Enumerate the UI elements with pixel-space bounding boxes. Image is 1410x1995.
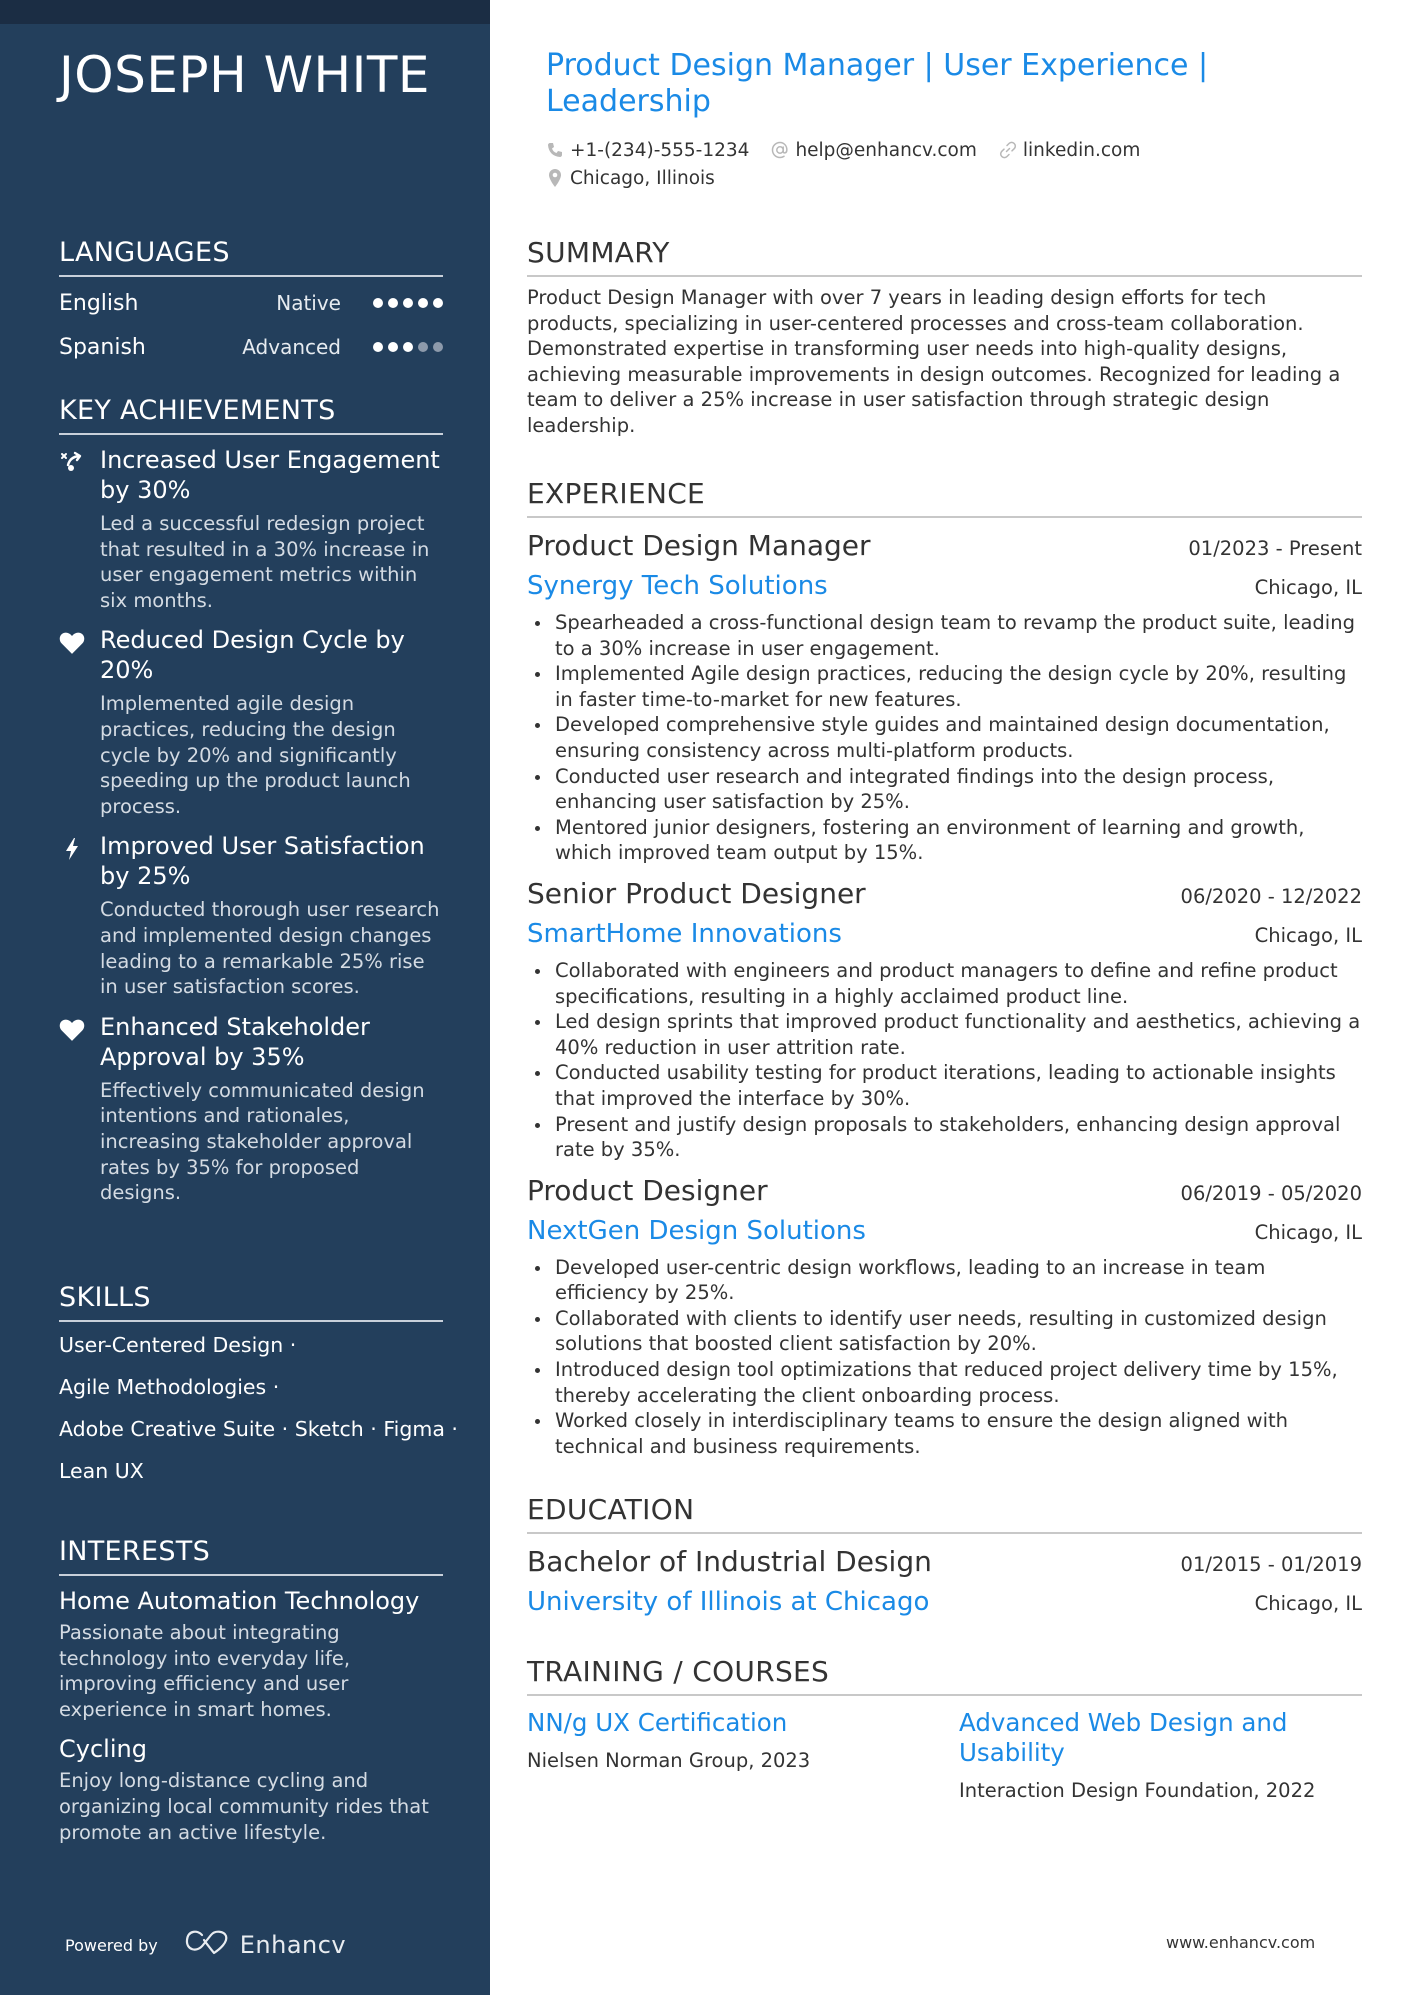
language-name: Spanish: [59, 334, 146, 360]
education-location: Chicago, IL: [1254, 1592, 1362, 1615]
dot-empty: [433, 342, 443, 352]
languages-section: [59, 236, 443, 369]
experience-section: [527, 477, 1362, 1459]
languages-title: LANGUAGES: [59, 236, 443, 277]
course-org: Interaction Design Foundation, 2022: [959, 1779, 1316, 1802]
language-row: [59, 325, 443, 369]
enhancv-logo-icon: [184, 1929, 230, 1961]
sidebar-top-band: [0, 0, 490, 24]
achievement-title: Improved User Satisfaction by 25%: [100, 832, 425, 891]
skill-line: Adobe Creative Suite · Sketch · Figma ·: [59, 1417, 458, 1441]
website-link[interactable]: www.enhancv.com: [1166, 1933, 1316, 1952]
interest-description: Enjoy long-distance cycling and organizing local community rides that promote an active lifestyle.: [59, 1769, 429, 1844]
education-title: EDUCATION: [527, 1493, 1362, 1534]
link-icon: [999, 141, 1017, 159]
language-row: [59, 281, 443, 325]
achievement-title: Increased User Engagement by 30%: [100, 446, 440, 504]
contact-link[interactable]: [999, 140, 1140, 161]
summary-text: Product Design Manager with over 7 years in leading design efforts for tech products, specializing in user-centered processes and cross-team collaboration. Demonstrated expertise in transforming user needs into high-quality designs, achieving measurable improvements in design outcomes. Recognized for leading a team to deliver a 25% increase in user satisfaction through strategic design leadership.: [527, 286, 1341, 437]
interests-title: INTERESTS: [59, 1535, 443, 1576]
candidate-name: JOSEPH WHITE: [59, 46, 430, 104]
phone-text: +1-(234)-555-1234: [570, 139, 750, 161]
achievement-item: [59, 625, 443, 819]
course-item: [959, 1708, 1362, 1804]
job-bullets: [527, 1255, 1362, 1460]
achievements-section: [59, 394, 443, 1206]
achievement-title: Enhanced Stakeholder Approval by 35%: [100, 1012, 370, 1071]
dot-empty: [418, 342, 428, 352]
dot-filled: [388, 298, 398, 308]
interest-title: Cycling: [59, 1735, 147, 1764]
achievement-item: [59, 445, 443, 613]
skill-line: Agile Methodologies ·: [59, 1375, 280, 1399]
course-title: Advanced Web Design and Usability: [959, 1708, 1288, 1767]
course-org: Nielsen Norman Group, 2023: [527, 1749, 811, 1772]
experience-title: EXPERIENCE: [527, 477, 1362, 518]
achievements-title: KEY ACHIEVEMENTS: [59, 394, 443, 435]
language-level: Native: [276, 291, 341, 315]
course-item: [527, 1708, 959, 1804]
education-entry: [527, 1542, 1362, 1622]
headline: Product Design Manager | User Experience | Leadership: [546, 48, 1209, 119]
dot-filled: [403, 298, 413, 308]
enhancv-logo-text: Enhancv: [239, 1931, 347, 1959]
job-location: Chicago, IL: [1254, 1220, 1362, 1244]
achievement-item: [59, 831, 443, 999]
language-level: Advanced: [242, 335, 341, 359]
bullet-item: Collaborated with engineers and product managers to define and refine product specifications, resulting in a highly acclaimed product line.: [527, 958, 1362, 1009]
job-entry: [527, 874, 1362, 1163]
job-location: Chicago, IL: [1254, 923, 1362, 947]
language-proficiency-dots: [373, 342, 443, 352]
achievement-description: Effectively communicated design intentions and rationales, increasing stakeholder approval rates by 35% for proposed designs.: [100, 1078, 425, 1205]
dot-filled: [433, 298, 443, 308]
job-dates: 06/2019 - 05/2020: [1180, 1181, 1362, 1205]
job-bullets: [527, 610, 1362, 866]
contact-info: [546, 136, 1346, 192]
job-entry: [527, 1171, 1362, 1460]
bullet-item: Introduced design tool optimizations that reduced project delivery time by 15%, thereby accelerating the client onboarding process.: [527, 1357, 1362, 1408]
course-title: NN/g UX Certification: [527, 1708, 788, 1737]
bullet-item: Worked closely in interdisciplinary teams to ensure the design aligned with technical and business requirements.: [527, 1408, 1362, 1459]
bullet-item: Present and justify design proposals to stakeholders, enhancing design approval rate by 35%.: [527, 1112, 1362, 1163]
bullet-item: Developed comprehensive style guides and maintained design documentation, ensuring consistency across multi-platform products.: [527, 712, 1362, 763]
bolt-icon: [59, 836, 85, 862]
degree: Bachelor of Industrial Design: [527, 1545, 932, 1578]
job-company: Synergy Tech Solutions: [527, 571, 828, 601]
skills-title: SKILLS: [59, 1281, 443, 1322]
summary-section: [527, 236, 1362, 439]
bullet-item: Mentored junior designers, fostering an environment of learning and growth, which improved team output by 15%.: [527, 815, 1362, 866]
job-dates: 06/2020 - 12/2022: [1180, 884, 1362, 908]
dot-filled: [388, 342, 398, 352]
bullet-item: Implemented Agile design practices, reducing the design cycle by 20%, resulting in faster time-to-market for new features.: [527, 661, 1362, 712]
job-title: Product Designer: [527, 1173, 768, 1207]
interests-section: [59, 1535, 443, 1845]
skill-line: User-Centered Design ·: [59, 1333, 297, 1357]
language-name: English: [59, 290, 139, 316]
bullet-item: Collaborated with clients to identify user needs, resulting in customized design solutions that boosted client satisfaction by 20%.: [527, 1306, 1362, 1357]
phone-icon: [546, 141, 564, 159]
dot-filled: [373, 298, 383, 308]
bullet-item: Conducted usability testing for product iterations, leading to actionable insights that improved the interface by 30%.: [527, 1060, 1362, 1111]
language-proficiency-dots: [373, 298, 443, 308]
contact-location: [546, 168, 715, 189]
job-title: Product Design Manager: [527, 529, 871, 562]
bullet-item: Developed user-centric design workflows, leading to an increase in team efficiency by 25%.: [527, 1255, 1362, 1306]
location-text: Chicago, Illinois: [570, 167, 715, 189]
dot-filled: [373, 342, 383, 352]
achievement-description: Conducted thorough user research and implemented design changes leading to a remarkable 25% rise in user satisfaction scores.: [100, 898, 440, 999]
education-dates: 01/2015 - 01/2019: [1180, 1553, 1362, 1576]
education-section: [527, 1493, 1362, 1622]
job-location: Chicago, IL: [1254, 576, 1362, 599]
training-section: [527, 1655, 1362, 1804]
training-title: TRAINING / COURSES: [527, 1655, 1362, 1696]
job-bullets: [527, 958, 1362, 1163]
skills-section: [59, 1281, 458, 1492]
bullet-item: Led design sprints that improved product functionality and aesthetics, achieving a 40% reduction in user attrition rate.: [527, 1009, 1362, 1060]
achievement-description: Implemented agile design practices, reducing the design cycle by 20% and significantly speeding up the product launch process.: [100, 692, 411, 818]
enhancv-logo[interactable]: [184, 1929, 346, 1961]
powered-by: [65, 1929, 346, 1961]
job-entry: [527, 526, 1362, 866]
link-text: linkedin.com: [1022, 139, 1141, 161]
job-title: Senior Product Designer: [527, 876, 866, 910]
contact-phone[interactable]: [546, 140, 749, 161]
powered-by-label: Powered by: [65, 1935, 158, 1955]
summary-title: SUMMARY: [527, 236, 1362, 277]
email-text: help@enhancv.com: [795, 139, 977, 161]
school: University of Illinois at Chicago: [527, 1587, 930, 1617]
bullet-item: Conducted user research and integrated findings into the design process, enhancing user satisfaction by 25%.: [527, 764, 1362, 815]
location-pin-icon: [546, 169, 564, 187]
interest-title: Home Automation Technology: [59, 1587, 420, 1615]
interest-description: Passionate about integrating technology into everyday life, improving efficiency and user experience in smart homes.: [59, 1621, 351, 1721]
achievement-title: Reduced Design Cycle by 20%: [100, 626, 405, 685]
dot-filled: [403, 342, 413, 352]
dot-filled: [418, 298, 428, 308]
job-company: SmartHome Innovations: [527, 918, 842, 949]
heart-icon: [59, 630, 85, 656]
job-company: NextGen Design Solutions: [527, 1215, 866, 1246]
job-dates: 01/2023 - Present: [1188, 537, 1362, 560]
sidebar: [0, 0, 490, 1995]
strategy-icon: [59, 450, 85, 476]
heart-icon: [59, 1017, 85, 1043]
skill-line: Lean UX: [59, 1459, 144, 1483]
achievement-item: [59, 1012, 443, 1206]
contact-email[interactable]: [771, 140, 976, 161]
bullet-item: Spearheaded a cross-functional design team to revamp the product suite, leading to a 30% increase in user engagement.: [527, 610, 1362, 661]
at-icon: [771, 141, 789, 159]
achievement-description: Led a successful redesign project that resulted in a 30% increase in user engagement metrics within six months.: [100, 512, 430, 612]
